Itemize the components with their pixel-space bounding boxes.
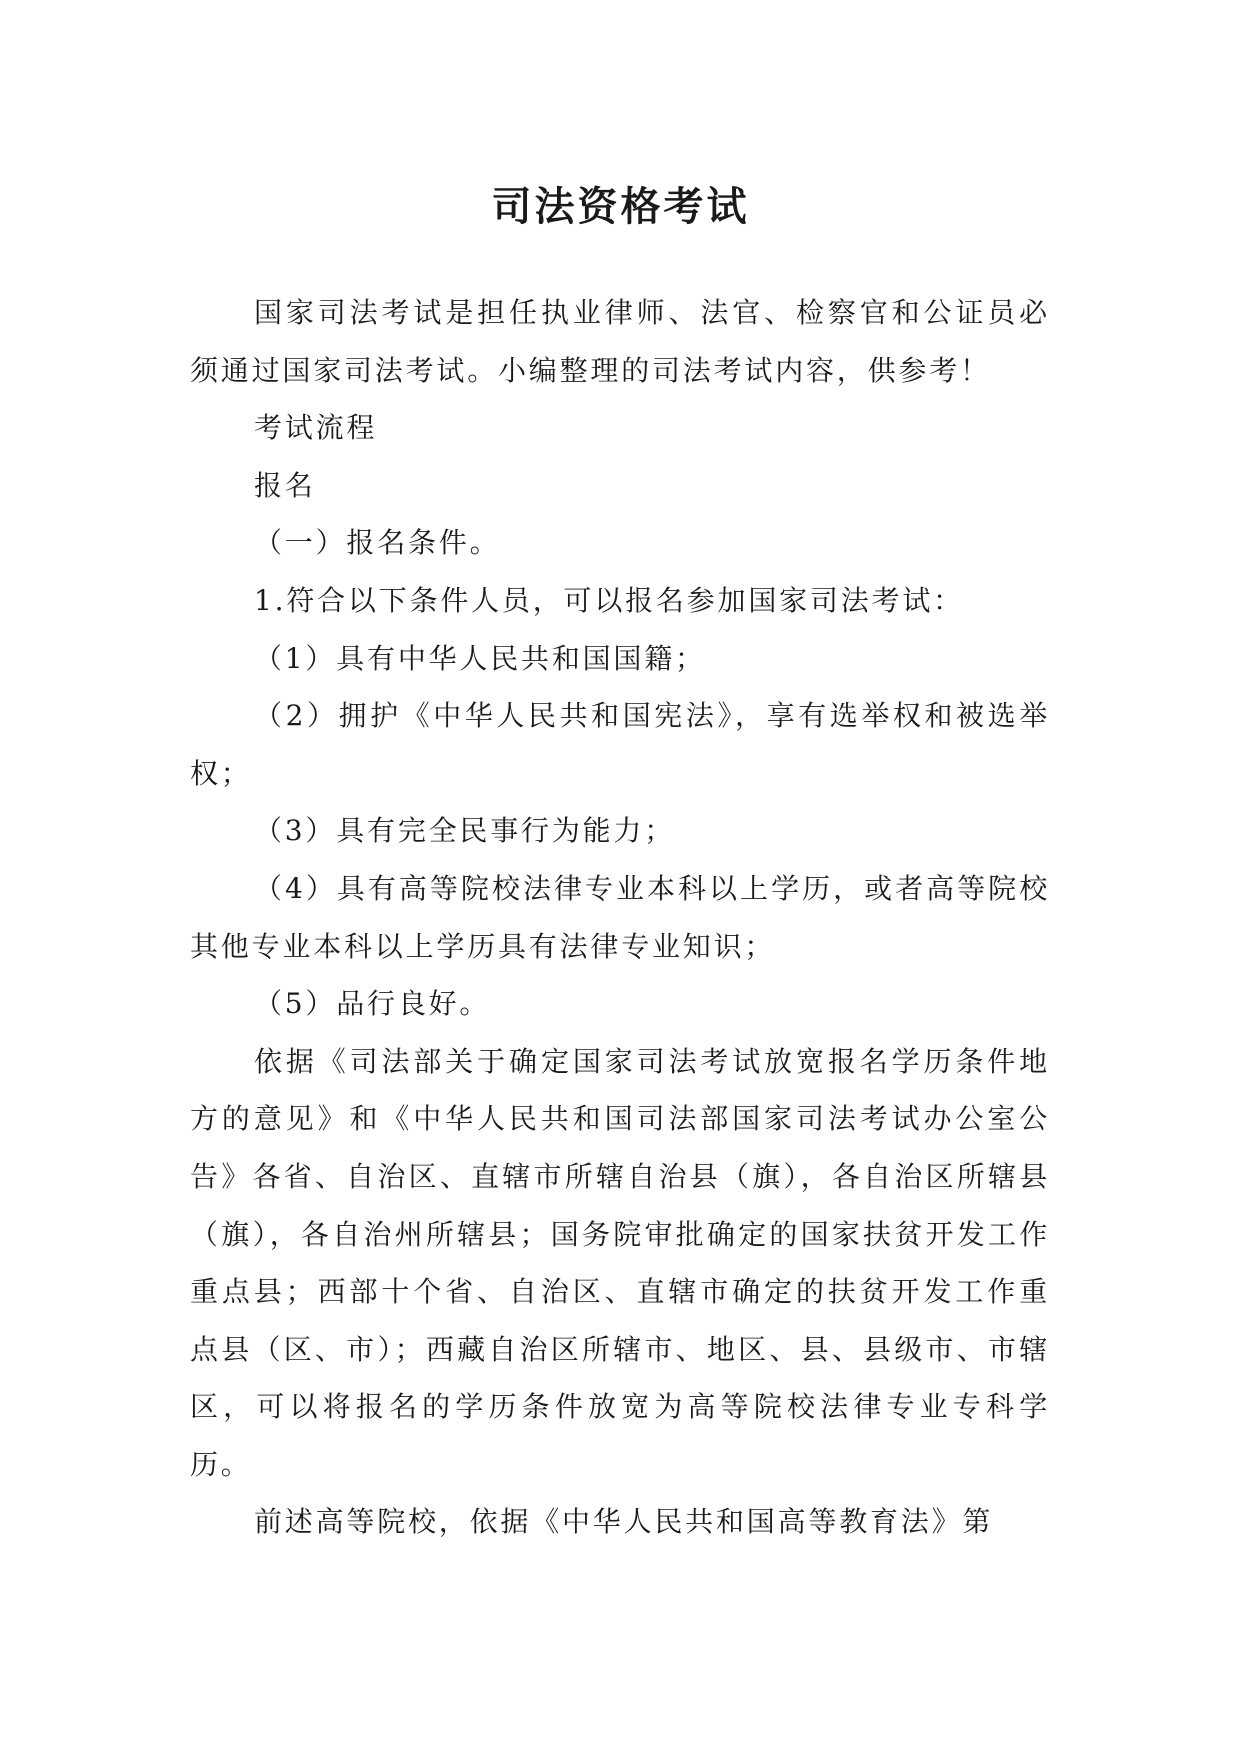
paragraph-intro: 国家司法考试是担任执业律师、法官、检察官和公证员必须通过国家司法考试。小编整理的司法考试内容，供参考！: [190, 296, 1050, 387]
paragraph-condition-4: （4）具有高等院校法律专业本科以上学历，或者高等院校其他专业本科以上学历具有法律专业知识；: [190, 871, 1050, 963]
document-title: 司法资格考试: [491, 183, 750, 230]
paragraph-exam-process: 考试流程: [254, 411, 378, 445]
document-body: [190, 284, 1050, 1551]
paragraph-relaxed-conditions: 依据《司法部关于确定国家司法考试放宽报名学历条件地方的意见》和《中华人民共和国司法部国家司法考试办公室公告》各省、自治区、直辖市所辖自治县（旗），各自治区所辖县（旗），各自治州所辖县；国务院审批确定的国家扶贫开发工作重点县；西部十个省、自治区、直辖市确定的扶贫开发工作重点县（区、市）；西藏自治区所辖市、地区、县、县级市、市辖区，可以将报名的学历条件放宽为高等院校法律专业专科学历。: [190, 1044, 1050, 1481]
paragraph-condition-5: （5）品行良好。: [254, 987, 491, 1021]
paragraph-condition-3: （3）具有完全民事行为能力；: [254, 814, 676, 848]
paragraph-registration-conditions: （一）报名条件。: [254, 526, 501, 560]
paragraph-condition-2: （2）拥护《中华人民共和国宪法》，享有选举权和被选举权；: [190, 699, 1050, 790]
paragraph-registration: 报名: [254, 468, 316, 502]
paragraph-condition-1: （1）具有中华人民共和国国籍；: [254, 641, 706, 675]
paragraph-higher-institutions: 前述高等院校，依据《中华人民共和国高等教育法》第: [254, 1505, 994, 1539]
paragraph-eligibility: 1.符合以下条件人员，可以报名参加国家司法考试：: [254, 583, 964, 617]
